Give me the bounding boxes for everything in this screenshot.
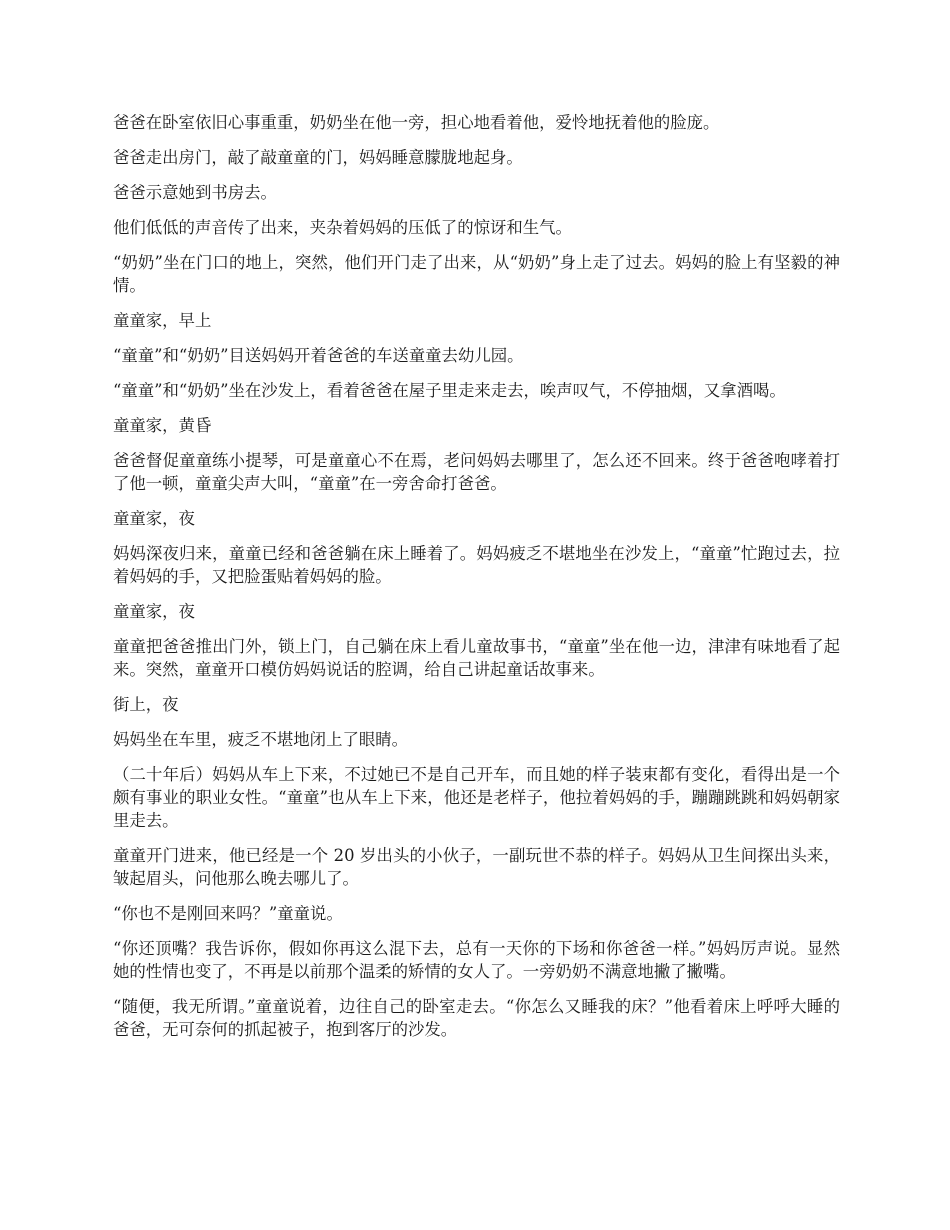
paragraph: “随便，我无所谓。”童童说着，边往自己的卧室走去。“你怎么又睡我的床？”他看着床上呼呼大睡的爸爸，无可奈何的抓起被子，抱到客厅的沙发。: [113, 997, 840, 1039]
paragraph: 爸爸走出房门，敲了敲童童的门，妈妈睡意朦胧地起身。: [113, 148, 523, 167]
paragraph: 妈妈坐在车里，疲乏不堪地闭上了眼睛。: [113, 730, 409, 749]
scene-heading: 童童家，夜: [113, 602, 195, 621]
paragraph: 童童把爸爸推出门外，锁上门，自己躺在床上看儿童故事书，“童童”坐在他一边，津津有味地看了起来。突然，童童开口模仿妈妈说话的腔调，给自己讲起童话故事来。: [113, 637, 840, 679]
paragraph: “你还顶嘴？我告诉你，假如你再这么混下去，总有一天你的下场和你爸爸一样。”妈妈厉声说。显然她的性情也变了，不再是以前那个温柔的矫情的女人了。一旁奶奶不满意地撇了撇嘴。: [113, 939, 840, 981]
paragraph: （二十年后）妈妈从车上下来，不过她已不是自己开车，而且她的样子装束都有变化，看得出是一个颇有事业的职业女性。“童童”也从车上下来，他还是老样子，他拉着妈妈的手，蹦蹦跳跳和妈妈朝家里走去。: [113, 765, 840, 830]
document-page: [113, 111, 840, 1053]
paragraph: “奶奶”坐在门口的地上，突然，他们开门走了出来，从“奶奶”身上走了过去。妈妈的脸上有坚毅的神情。: [113, 253, 840, 295]
paragraph: “童童”和“奶奶”目送妈妈开着爸爸的车送童童去幼儿园。: [113, 346, 524, 365]
scene-heading: 童童家，黄昏: [113, 416, 212, 435]
paragraph: “你也不是刚回来吗？”童童说。: [113, 904, 343, 923]
scene-heading: 街上，夜: [113, 695, 179, 714]
paragraph: 爸爸在卧室依旧心事重重，奶奶坐在他一旁，担心地看着他，爱怜地抚着他的脸庞。: [113, 113, 720, 132]
paragraph: 妈妈深夜归来，童童已经和爸爸躺在床上睡着了。妈妈疲乏不堪地坐在沙发上，“童童”忙跑过去，拉着妈妈的手，又把脸蛋贴着妈妈的脸。: [113, 544, 840, 586]
paragraph: 他们低低的声音传了出来，夹杂着妈妈的压低了的惊讶和生气。: [113, 218, 572, 237]
paragraph: “童童”和“奶奶”坐在沙发上，看着爸爸在屋子里走来走去，唉声叹气，不停抽烟，又拿酒喝。: [113, 381, 786, 400]
paragraph: 爸爸示意她到书房去。: [113, 183, 277, 202]
paragraph: 童童开门进来，他已经是一个 20 岁出头的小伙子，一副玩世不恭的样子。妈妈从卫生间探出头来，皱起眉头，问他那么晚去哪儿了。: [113, 846, 840, 888]
paragraph: 爸爸督促童童练小提琴，可是童童心不在焉，老问妈妈去哪里了，怎么还不回来。终于爸爸咆哮着打了他一顿，童童尖声大叫，“童童”在一旁舍命打爸爸。: [113, 451, 840, 493]
scene-heading: 童童家，早上: [113, 311, 212, 330]
scene-heading: 童童家，夜: [113, 509, 195, 528]
